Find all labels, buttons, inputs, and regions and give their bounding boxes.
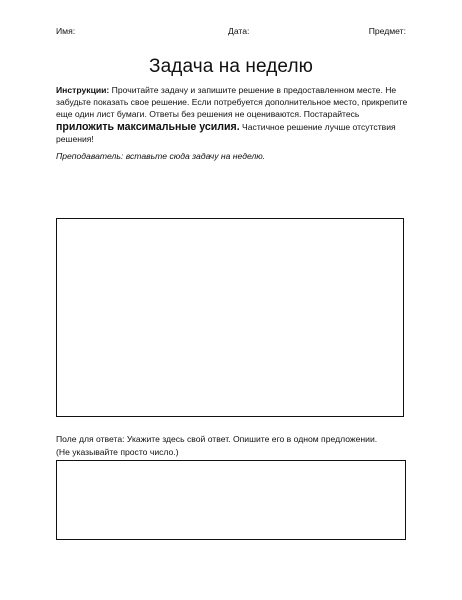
instructions-text-part1: Прочитайте задачу и запишите решение в предоставленном месте. Не забудьте показать свое решение. Если потребуется дополнительное место, прикрепите еще один лист бумаги. Ответы без решения не оцениваются. Постарайтесь xyxy=(56,85,408,120)
instructions-paragraph xyxy=(56,84,408,145)
answer-label xyxy=(56,433,408,458)
answer-box[interactable] xyxy=(56,460,406,540)
instructions-emphasis: приложить максимальные усилия. xyxy=(56,120,240,133)
instructions-label: Инструкции: xyxy=(56,85,110,95)
name-label: Имя: xyxy=(56,26,76,36)
header-row xyxy=(56,26,406,38)
teacher-note: Преподаватель: вставьте сюда задачу на неделю. xyxy=(56,151,266,161)
problem-box[interactable] xyxy=(56,218,404,417)
date-label: Дата: xyxy=(228,26,250,36)
answer-label-line1: Поле для ответа: Укажите здесь свой ответ. Опишите его в одном предложении. xyxy=(56,434,378,444)
page-title: Задача на неделю xyxy=(149,56,313,77)
subject-label: Предмет: xyxy=(368,26,406,36)
answer-label-line2: (Не указывайте просто число.) xyxy=(56,446,179,457)
instructions-text-part2: Частичное решение лучше отсутствия решения! xyxy=(56,121,396,144)
